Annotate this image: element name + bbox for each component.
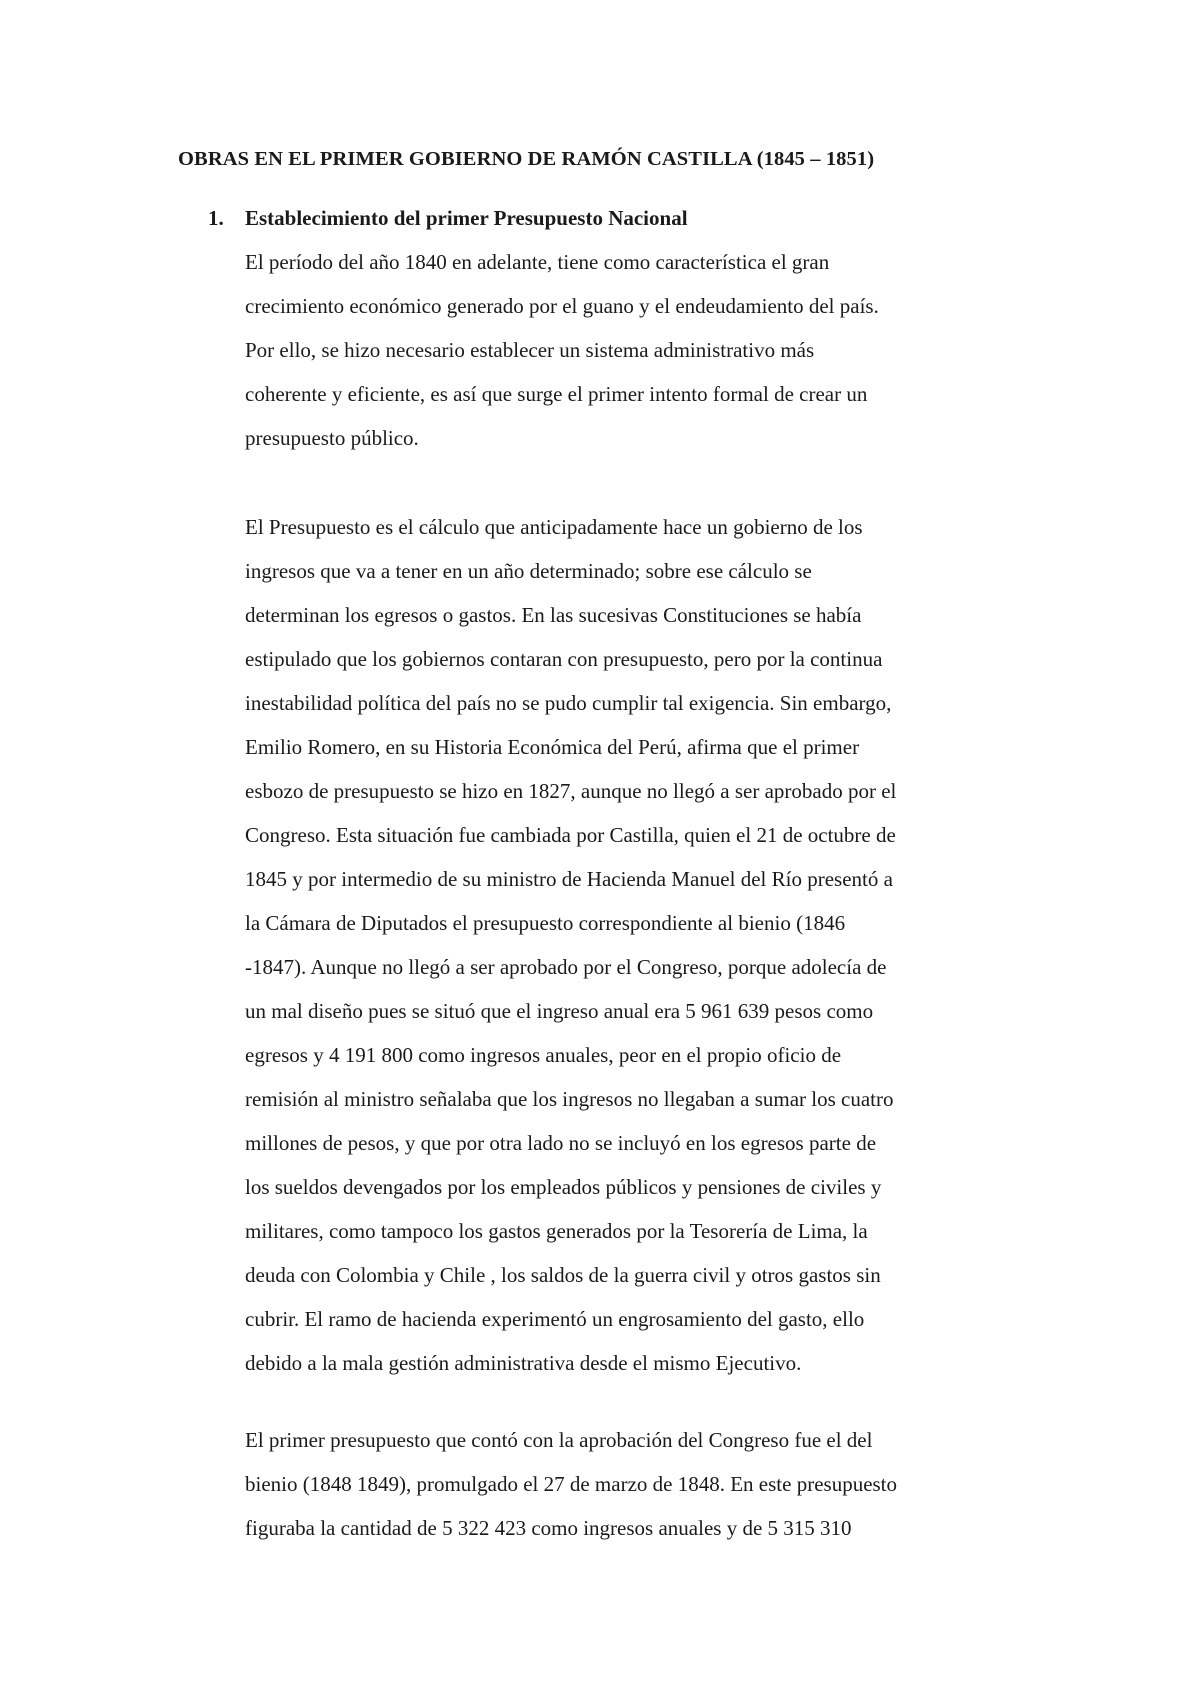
text-line: los sueldos devengados por los empleados públicos y pensiones de civiles y [245,1175,882,1199]
paragraph [245,240,1045,460]
text-line: militares, como tampoco los gastos generados por la Tesorería de Lima, la [245,1219,868,1243]
text-line: determinan los egresos o gastos. En las sucesivas Constituciones se había [245,603,862,627]
text-line: deuda con Colombia y Chile , los saldos de la guerra civil y otros gastos sin [245,1263,881,1287]
section-number: 1. [208,206,224,230]
text-line: la Cámara de Diputados el presupuesto correspondiente al bienio (1846 [245,911,846,935]
text-line: El período del año 1840 en adelante, tiene como característica el gran [245,250,830,274]
text-line: presupuesto público. [245,426,419,450]
text-line: inestabilidad política del país no se pudo cumplir tal exigencia. Sin embargo, [245,691,892,715]
document-title: OBRAS EN EL PRIMER GOBIERNO DE RAMÓN CASTILLA (1845 – 1851) [178,148,875,170]
text-line: crecimiento económico generado por el guano y el endeudamiento del país. [245,294,879,318]
text-line: El Presupuesto es el cálculo que anticipadamente hace un gobierno de los [245,515,863,539]
text-line: un mal diseño pues se situó que el ingreso anual era 5 961 639 pesos como [245,999,874,1023]
text-line: bienio (1848 1849), promulgado el 27 de marzo de 1848. En este presupuesto [245,1472,898,1496]
text-line: figuraba la cantidad de 5 322 423 como ingresos anuales y de 5 315 310 [245,1516,852,1540]
text-line: Congreso. Esta situación fue cambiada por Castilla, quien el 21 de octubre de [245,823,896,847]
text-line: remisión al ministro señalaba que los ingresos no llegaban a sumar los cuatro [245,1087,894,1111]
text-line: cubrir. El ramo de hacienda experimentó un engrosamiento del gasto, ello [245,1307,865,1331]
text-line: egresos y 4 191 800 como ingresos anuales, peor en el propio oficio de [245,1043,842,1067]
text-line: 1845 y por intermedio de su ministro de Hacienda Manuel del Río presentó a [245,867,893,891]
text-line: millones de pesos, y que por otra lado no se incluyó en los egresos parte de [245,1131,877,1155]
paragraph [245,505,1045,1385]
text-line: coherente y eficiente, es así que surge el primer intento formal de crear un [245,382,868,406]
text-line: estipulado que los gobiernos contaran con presupuesto, pero por la continua [245,647,883,671]
text-line: Emilio Romero, en su Historia Económica del Perú, afirma que el primer [245,735,860,759]
text-line: -1847). Aunque no llegó a ser aprobado por el Congreso, porque adolecía de [245,955,887,979]
text-line: El primer presupuesto que contó con la aprobación del Congreso fue el del [245,1428,873,1452]
text-line: esbozo de presupuesto se hizo en 1827, aunque no llegó a ser aprobado por el [245,779,897,803]
text-line: Por ello, se hizo necesario establecer un sistema administrativo más [245,338,815,362]
text-line: debido a la mala gestión administrativa desde el mismo Ejecutivo. [245,1351,802,1375]
section-heading: Establecimiento del primer Presupuesto Nacional [245,206,688,230]
paragraph [245,1418,1045,1550]
text-line: ingresos que va a tener en un año determinado; sobre ese cálculo se [245,559,812,583]
